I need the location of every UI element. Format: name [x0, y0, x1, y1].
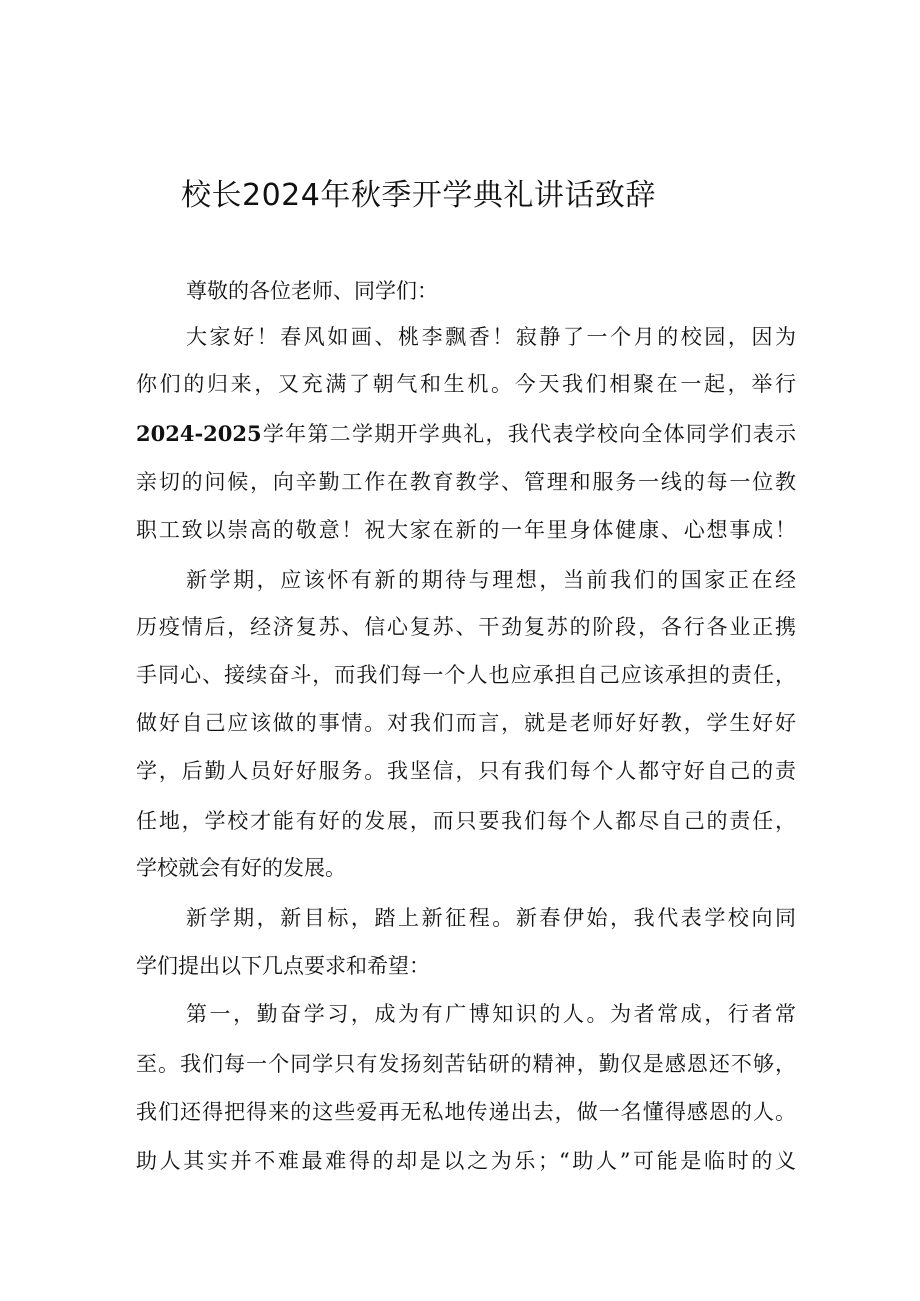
document-title: 校长2024年秋季开学典礼讲话致辞: [181, 178, 656, 213]
paragraph-2-line-6: 任地，学校才能有好的发展，而只要我们每个人都尽自己的责任，: [136, 809, 796, 833]
paragraph-2-line-4: 做好自己应该做的事情。对我们而言，就是老师好好教，学生好好: [136, 711, 796, 735]
paragraph-4-line-3: 我们还得把得来的这些爱再无私地传递出去，做一名懂得感恩的人。: [136, 1100, 796, 1124]
paragraph-2-line-2: 历疫情后，经济复苏、信心复苏、干劲复苏的阶段，各行各业正携: [136, 615, 796, 639]
paragraph-2-line-3: 手同心、接续奋斗，而我们每一个人也应承担自己应该承担的责任，: [136, 663, 796, 687]
paragraph-1-line-5: 职工致以崇高的敬意！祝大家在新的一年里身体健康、心想事成！: [136, 518, 796, 542]
paragraph-4-line-4: 助人其实并不难最难得的却是以之为乐；“助人”可能是临时的义: [136, 1149, 796, 1173]
paragraph-1-line-1: 大家好！春风如画、桃李飘香！寂静了一个月的校园，因为: [186, 325, 796, 349]
paragraph-4-line-2: 至。我们每一个同学只有发扬刻苦钻研的精神，勤仅是感恩还不够，: [136, 1052, 796, 1076]
paragraph-2-line-7: 学校就会有好的发展。: [136, 856, 346, 880]
year-range: 2024-2025: [136, 421, 262, 446]
paragraph-1-line-3-text: 学年第二学期开学典礼，我代表学校向全体同学们表示: [261, 422, 796, 446]
paragraph-3-line-1: 新学期，新目标，踏上新征程。新春伊始，我代表学校向同: [186, 906, 796, 930]
salutation: 尊敬的各位老师、同学们：: [186, 279, 438, 303]
paragraph-3-line-2: 学们提出以下几点要求和希望：: [136, 954, 430, 978]
paragraph-4-line-1: 第一，勤奋学习，成为有广博知识的人。为者常成，行者常: [186, 1002, 796, 1026]
paragraph-1-line-3: [136, 419, 796, 449]
paragraph-1-line-4: 亲切的问候，向辛勤工作在教育教学、管理和服务一线的每一位教: [136, 470, 796, 494]
paragraph-2-line-5: 学，后勤人员好好服务。我坚信，只有我们每个人都守好自己的责: [136, 759, 796, 783]
paragraph-2-line-1: 新学期，应该怀有新的期待与理想，当前我们的国家正在经: [186, 568, 796, 592]
paragraph-1-line-2: 你们的归来，又充满了朝气和生机。今天我们相聚在一起，举行: [136, 372, 796, 396]
